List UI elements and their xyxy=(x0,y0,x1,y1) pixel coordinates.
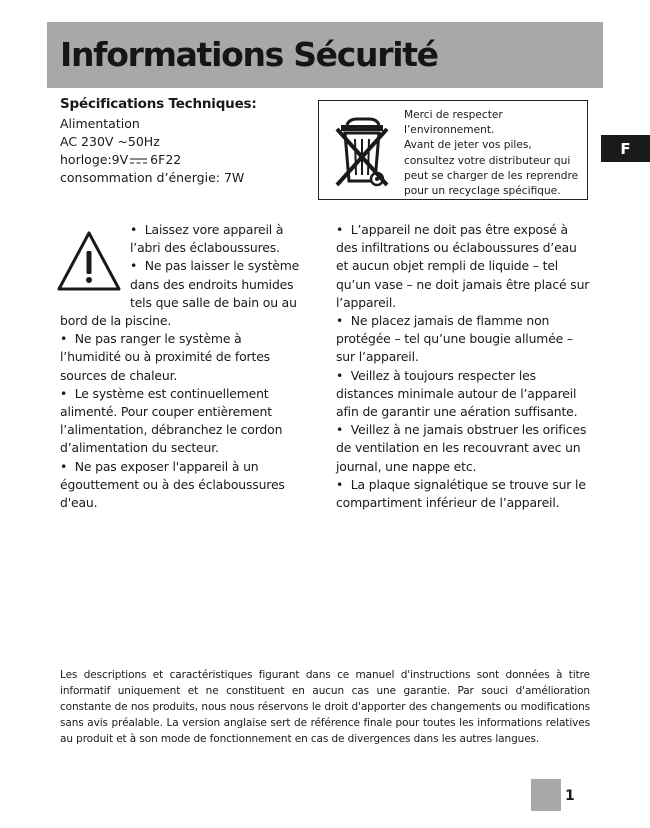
specs-consumption: consommation d’énergie: 7W xyxy=(60,170,245,185)
specs-battery xyxy=(60,151,310,169)
safety-item: • Laissez vore appareil à l’abri des éclaboussures. xyxy=(60,221,306,257)
safety-item: • L’appareil ne doit pas être exposé à des infiltrations ou éclaboussures d’eau et aucun objet rempli de liquide – tel qu’un vase – ne doit jamais être placé sur l’appareil. xyxy=(336,221,592,312)
safety-item: • Le système est continuellement alimenté. Pour couper entièrement l’alimentation, débranchez le cordon d’alimentation du secteur. xyxy=(60,385,306,458)
safety-item: • La plaque signalétique se trouve sur le compartiment inférieur de l’appareil. xyxy=(336,476,592,512)
safety-item: • Ne placez jamais de flamme non protégée – tel qu’une bougie allumée – sur l’appareil. xyxy=(336,312,592,367)
safety-column-left xyxy=(60,221,306,512)
language-tab: F xyxy=(601,135,650,162)
page-title: Informations Sécurité xyxy=(60,35,438,74)
specs-battery-type: 6F22 xyxy=(150,152,182,167)
safety-item: • Ne pas ranger le système à l’humidité ou à proximité de fortes sources de chaleur. xyxy=(60,330,306,385)
page-marker xyxy=(531,779,561,811)
technical-specifications xyxy=(60,96,310,187)
specs-battery-prefix: horloge:9V xyxy=(60,152,129,167)
dc-symbol-icon xyxy=(130,157,147,165)
safety-column-right xyxy=(336,221,592,512)
safety-item: • Veillez à ne jamais obstruer les orifices de ventilation en les recouvrant avec un journal, une nappe etc. xyxy=(336,421,592,476)
recycle-line: peut se charger de les reprendre xyxy=(404,169,579,182)
warning-triangle-icon xyxy=(56,229,122,295)
crossed-bin-icon xyxy=(333,111,391,191)
recycle-line: consultez votre distributeur qui xyxy=(404,154,571,167)
safety-item: • Veillez à toujours respecter les distances minimale autour de l’appareil afin de garantir une aération suffisante. xyxy=(336,367,592,422)
page-number: 1 xyxy=(565,788,575,804)
recycle-notice xyxy=(318,100,588,200)
recycle-line: Merci de respecter xyxy=(404,109,503,121)
recycle-line: pour un recyclage spécifique. xyxy=(404,185,561,198)
specs-power-value: AC 230V ~50Hz xyxy=(60,134,160,149)
recycle-line: Avant de jeter vos piles, xyxy=(404,139,532,152)
recycle-text xyxy=(404,108,584,199)
specs-power-label: Alimentation xyxy=(60,116,140,131)
disclaimer: Les descriptions et caractéristiques figurant dans ce manuel d'instructions sont données à titre informatif uniquement et ne constituent en aucun cas une garantie. Par souci d'amélioration constante de nos produits, nous nous réservons le droit d'apporter des changements ou modifications sans avis préalable. La version anglaise sert de référence finale pour toutes les informations relatives au produit et à son mode de fonctionnement en cas de divergences dans les autres langues. xyxy=(60,669,590,746)
specs-title: Spécifications Techniques: xyxy=(60,96,257,112)
recycle-line: l’environnement. xyxy=(404,124,495,137)
safety-item: • Ne pas laisser le système dans des endroits humides tels que salle de bain ou au bord de la piscine. xyxy=(60,257,306,330)
safety-item: • Ne pas exposer l'appareil à un égouttement ou à des éclaboussures d'eau. xyxy=(60,458,306,513)
